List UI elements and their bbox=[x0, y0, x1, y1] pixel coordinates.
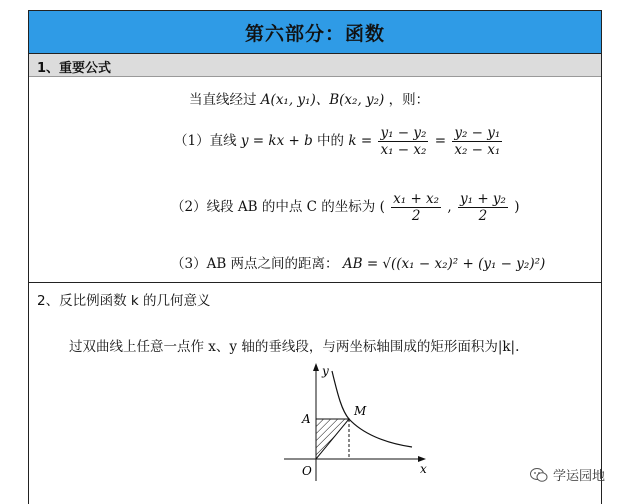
midpoint-y-fraction bbox=[458, 191, 508, 224]
fraction-denominator: 2 bbox=[411, 208, 421, 224]
section2-text: 过双曲线上任意一点作 x、y 轴的垂线段，与两坐标轴围成的矩形面积为|k|. bbox=[69, 339, 520, 355]
hyperbola-curve bbox=[332, 371, 412, 447]
formula-3 bbox=[171, 252, 545, 272]
item3-equation: AB = √((x₁ − x₂)² + (y₁ − y₂)²) bbox=[342, 256, 546, 272]
hyperbola-figure bbox=[254, 361, 429, 486]
label-A: A bbox=[302, 412, 311, 426]
item1-label: （1）直线 bbox=[174, 133, 237, 149]
slope-fraction-2 bbox=[452, 125, 502, 158]
intro-points: A(x₁, y₁)、B(x₂, y₂) bbox=[260, 92, 385, 108]
slope-fraction-1 bbox=[378, 125, 428, 158]
section2-heading: 2、反比例函数 k 的几何意义 bbox=[37, 293, 211, 309]
item1-equation: y = kx + b bbox=[240, 133, 313, 149]
page-title: 第六部分：函数 bbox=[244, 22, 385, 45]
wechat-icon bbox=[530, 467, 548, 483]
fraction-numerator: y₂ − y₁ bbox=[454, 125, 501, 141]
section1-heading: 1、重要公式 bbox=[37, 61, 112, 76]
item1-k: k = bbox=[348, 133, 373, 149]
fraction-denominator: x₂ − x₁ bbox=[454, 142, 501, 158]
fraction-numerator: x₁ + x₂ bbox=[393, 191, 440, 207]
fraction-numerator: y₁ − y₂ bbox=[380, 125, 427, 141]
formula-2: （2）线段 AB 的中点 C 的坐标为 ( $\frac{\text{x₁ + x₂}}{2}$ , $\frac{\text{y₁ + y₂}}{2}$ ) bbox=[171, 191, 520, 224]
section-divider bbox=[29, 282, 601, 283]
intro-line bbox=[189, 88, 429, 108]
midpoint-x-fraction bbox=[391, 191, 441, 224]
formula-1: （1）直线 y = kx + b 中的 k = $\frac{\text{y₁ − y₂}}{\text{x₁ − x₂}}$ = $\frac{\text{y₂ − y₁}}{\text{x₂ − x₁}}$ bbox=[174, 125, 501, 158]
section1-header bbox=[29, 54, 601, 77]
label-O: O bbox=[302, 464, 312, 478]
title-bar bbox=[29, 11, 601, 54]
label-x: x bbox=[420, 462, 427, 476]
item2-label: （2）线段 AB 的中点 C 的坐标为 bbox=[171, 199, 376, 215]
document-table bbox=[28, 10, 602, 504]
watermark-text: 学运园地 bbox=[553, 469, 606, 484]
fraction-denominator: 2 bbox=[478, 208, 488, 224]
item3-label: （3）AB 两点之间的距离： bbox=[171, 256, 339, 272]
item1-mid: 中的 bbox=[317, 133, 345, 149]
fraction-numerator: y₁ + y₂ bbox=[459, 191, 506, 207]
label-M: M bbox=[354, 404, 367, 418]
fraction-denominator: x₁ − x₂ bbox=[380, 142, 427, 158]
y-axis-arrow bbox=[313, 363, 319, 371]
intro-suffix: ，则： bbox=[388, 92, 430, 108]
watermark bbox=[530, 465, 605, 484]
shaded-triangle bbox=[316, 419, 349, 459]
intro-prefix: 当直线经过 bbox=[189, 92, 257, 108]
label-y: y bbox=[322, 364, 329, 378]
